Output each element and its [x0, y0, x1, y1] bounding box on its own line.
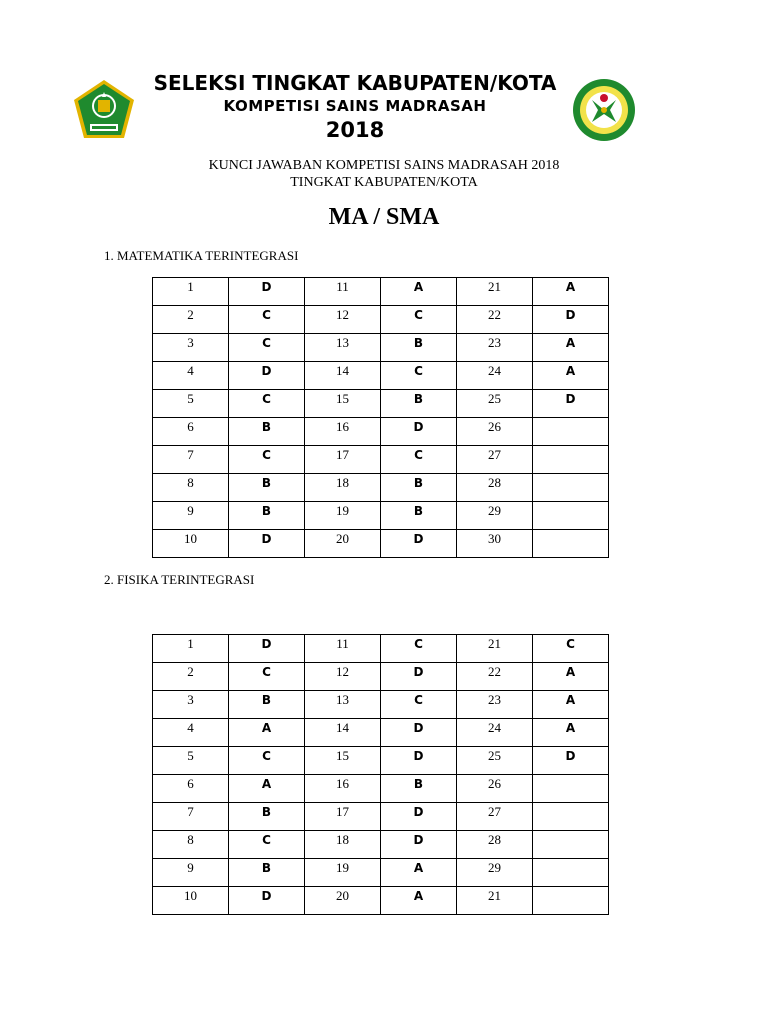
answer-cell — [533, 831, 609, 859]
question-number-cell: 4 — [153, 719, 229, 747]
section-title-matematika: 1. MATEMATIKA TERINTEGRASI — [104, 248, 299, 263]
table-row — [153, 502, 609, 530]
answer-cell: B — [381, 775, 457, 803]
table-row — [153, 306, 609, 334]
school-level-heading: MA / SMA — [328, 204, 440, 230]
answer-cell: D — [229, 635, 305, 663]
question-number-cell: 26 — [457, 418, 533, 446]
question-number-cell: 22 — [457, 306, 533, 334]
question-number-cell: 27 — [457, 446, 533, 474]
question-number-cell: 1 — [153, 278, 229, 306]
answer-cell: A — [381, 278, 457, 306]
question-number-cell: 13 — [305, 334, 381, 362]
table-row — [153, 747, 609, 775]
table-row — [153, 446, 609, 474]
table-row — [153, 859, 609, 887]
question-number-cell: 21 — [457, 887, 533, 915]
answer-cell: B — [381, 334, 457, 362]
question-number-cell: 2 — [153, 663, 229, 691]
header — [140, 70, 570, 144]
question-number-cell: 20 — [305, 887, 381, 915]
table-row — [153, 362, 609, 390]
question-number-cell: 26 — [457, 775, 533, 803]
question-number-cell: 30 — [457, 530, 533, 558]
question-number-cell: 5 — [153, 747, 229, 775]
table-row — [153, 887, 609, 915]
question-number-cell: 15 — [305, 747, 381, 775]
answer-cell: A — [533, 719, 609, 747]
table-row — [153, 831, 609, 859]
question-number-cell: 11 — [305, 278, 381, 306]
answer-cell: B — [381, 390, 457, 418]
question-number-cell: 18 — [305, 474, 381, 502]
document-heading-line-1: KUNCI JAWABAN KOMPETISI SAINS MADRASAH 2018 — [208, 158, 560, 173]
question-number-cell: 4 — [153, 362, 229, 390]
table-row — [153, 390, 609, 418]
question-number-cell: 23 — [457, 334, 533, 362]
answer-cell: C — [229, 306, 305, 334]
table-row — [153, 530, 609, 558]
answer-cell: D — [533, 390, 609, 418]
answer-cell: B — [381, 474, 457, 502]
answer-cell: B — [229, 474, 305, 502]
answer-cell: D — [381, 831, 457, 859]
answer-cell: D — [229, 530, 305, 558]
question-number-cell: 14 — [305, 719, 381, 747]
answer-cell: C — [381, 362, 457, 390]
question-number-cell: 7 — [153, 803, 229, 831]
answer-cell: B — [229, 418, 305, 446]
answer-cell: C — [381, 306, 457, 334]
question-number-cell: 20 — [305, 530, 381, 558]
answer-cell: B — [229, 691, 305, 719]
question-number-cell: 3 — [153, 334, 229, 362]
answer-key-table-fisika — [152, 634, 609, 915]
answer-cell: A — [533, 691, 609, 719]
answer-cell: B — [229, 803, 305, 831]
question-number-cell: 12 — [305, 663, 381, 691]
question-number-cell: 24 — [457, 719, 533, 747]
table-row — [153, 278, 609, 306]
ministry-emblem-logo — [72, 78, 136, 140]
question-number-cell: 19 — [305, 502, 381, 530]
question-number-cell: 23 — [457, 691, 533, 719]
table-row — [153, 691, 609, 719]
question-number-cell: 24 — [457, 362, 533, 390]
answer-cell: D — [229, 887, 305, 915]
answer-cell: C — [381, 691, 457, 719]
question-number-cell: 10 — [153, 530, 229, 558]
answer-cell: C — [533, 635, 609, 663]
answer-cell: C — [229, 446, 305, 474]
answer-cell: D — [381, 719, 457, 747]
table-row — [153, 803, 609, 831]
question-number-cell: 9 — [153, 502, 229, 530]
question-number-cell: 6 — [153, 775, 229, 803]
question-number-cell: 28 — [457, 831, 533, 859]
answer-cell: A — [381, 887, 457, 915]
answer-cell: B — [229, 502, 305, 530]
question-number-cell: 13 — [305, 691, 381, 719]
table-row — [153, 635, 609, 663]
answer-cell: D — [381, 530, 457, 558]
question-number-cell: 18 — [305, 831, 381, 859]
table-row — [153, 719, 609, 747]
question-number-cell: 27 — [457, 803, 533, 831]
question-number-cell: 16 — [305, 418, 381, 446]
question-number-cell: 21 — [457, 635, 533, 663]
answer-cell: B — [381, 502, 457, 530]
question-number-cell: 7 — [153, 446, 229, 474]
answer-cell: C — [229, 334, 305, 362]
question-number-cell: 19 — [305, 859, 381, 887]
answer-cell — [533, 859, 609, 887]
answer-key-table-matematika — [152, 277, 609, 558]
answer-cell: A — [533, 362, 609, 390]
answer-cell: D — [381, 663, 457, 691]
answer-cell: C — [381, 635, 457, 663]
question-number-cell: 29 — [457, 502, 533, 530]
question-number-cell: 11 — [305, 635, 381, 663]
answer-cell: B — [229, 859, 305, 887]
question-number-cell: 2 — [153, 306, 229, 334]
answer-cell — [533, 446, 609, 474]
answer-cell: A — [533, 663, 609, 691]
question-number-cell: 10 — [153, 887, 229, 915]
question-number-cell: 28 — [457, 474, 533, 502]
table-row — [153, 334, 609, 362]
page-title: SELEKSI TINGKAT KABUPATEN/KOTA — [153, 71, 557, 95]
answer-cell: A — [229, 719, 305, 747]
answer-cell: D — [533, 747, 609, 775]
page-subtitle: KOMPETISI SAINS MADRASAH — [223, 97, 487, 115]
question-number-cell: 5 — [153, 390, 229, 418]
question-number-cell: 29 — [457, 859, 533, 887]
question-number-cell: 8 — [153, 831, 229, 859]
answer-cell: C — [229, 390, 305, 418]
answer-cell: D — [381, 747, 457, 775]
answer-cell: A — [533, 278, 609, 306]
question-number-cell: 3 — [153, 691, 229, 719]
question-number-cell: 8 — [153, 474, 229, 502]
question-number-cell: 16 — [305, 775, 381, 803]
table-row — [153, 474, 609, 502]
question-number-cell: 1 — [153, 635, 229, 663]
answer-cell: D — [381, 803, 457, 831]
question-number-cell: 17 — [305, 446, 381, 474]
question-number-cell: 25 — [457, 747, 533, 775]
table-row — [153, 775, 609, 803]
question-number-cell: 22 — [457, 663, 533, 691]
answer-cell — [533, 775, 609, 803]
question-number-cell: 15 — [305, 390, 381, 418]
table-row — [153, 663, 609, 691]
ksm-emblem-logo — [572, 78, 636, 142]
answer-cell — [533, 803, 609, 831]
answer-cell — [533, 418, 609, 446]
table-row — [153, 418, 609, 446]
answer-cell — [533, 887, 609, 915]
answer-cell — [533, 502, 609, 530]
answer-cell: C — [381, 446, 457, 474]
answer-cell: C — [229, 831, 305, 859]
question-number-cell: 12 — [305, 306, 381, 334]
answer-cell: D — [229, 278, 305, 306]
answer-cell: A — [381, 859, 457, 887]
question-number-cell: 9 — [153, 859, 229, 887]
answer-cell: C — [229, 747, 305, 775]
page-year: 2018 — [325, 118, 385, 142]
answer-cell — [533, 474, 609, 502]
question-number-cell: 6 — [153, 418, 229, 446]
section-title-fisika: 2. FISIKA TERINTEGRASI — [104, 572, 255, 587]
answer-cell: D — [229, 362, 305, 390]
answer-cell: D — [381, 418, 457, 446]
answer-cell: A — [533, 334, 609, 362]
answer-cell: D — [533, 306, 609, 334]
document-heading-line-2: TINGKAT KABUPATEN/KOTA — [290, 175, 478, 190]
question-number-cell: 14 — [305, 362, 381, 390]
answer-cell — [533, 530, 609, 558]
answer-cell: A — [229, 775, 305, 803]
question-number-cell: 21 — [457, 278, 533, 306]
question-number-cell: 25 — [457, 390, 533, 418]
question-number-cell: 17 — [305, 803, 381, 831]
answer-cell: C — [229, 663, 305, 691]
